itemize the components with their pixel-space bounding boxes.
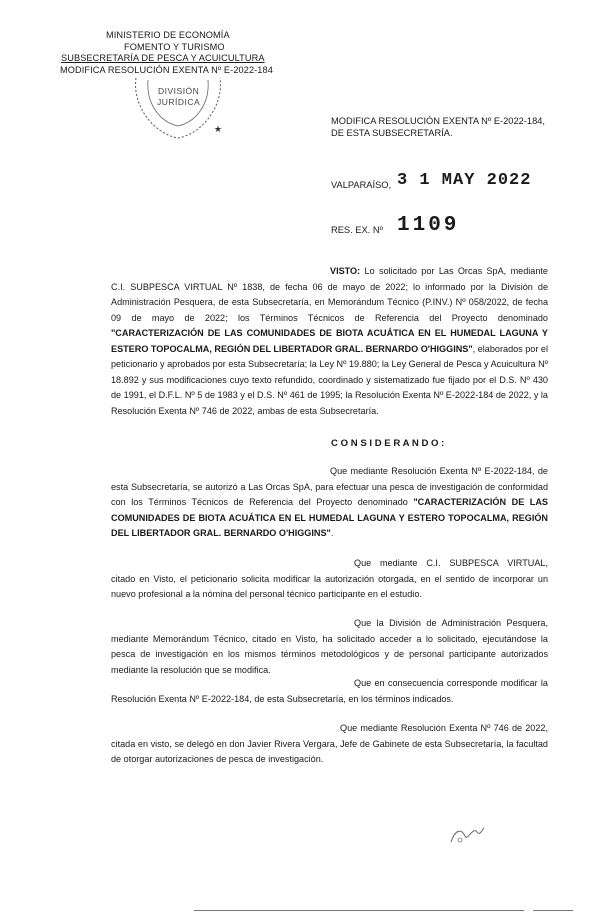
bottom-rule — [194, 910, 524, 911]
seal-text-division: DIVISIÓN — [158, 86, 200, 96]
bottom-rule-short — [533, 910, 573, 911]
considerando-1-project-name: "CARACTERIZACIÓN DE LAS COMUNIDADES DE BIOTA ACUÁTICA EN EL HUMEDAL LAGUNA Y ESTERO TOPOCALMA, REGIÓN DEL LIBERTADOR GRAL. BERNARDO O'HIGGINS" — [111, 497, 548, 538]
resolution-number: 1109 — [397, 214, 460, 237]
considerando-title: C O N S I D E R A N D O : — [331, 438, 445, 449]
resolution-number-label: RES. EX. Nº — [331, 225, 383, 235]
resolution-heading: MODIFICA RESOLUCIÓN EXENTA Nº E-2022-184 — [60, 64, 273, 75]
division-juridica-seal — [130, 72, 226, 142]
date-stamp: 3 1 MAY 2022 — [397, 171, 532, 190]
subject-line-2: DE ESTA SUBSECRETARÍA. — [331, 128, 453, 139]
visto-paragraph — [111, 264, 548, 419]
ministry-subname: FOMENTO Y TURISMO — [124, 41, 225, 52]
subject-block — [331, 115, 545, 140]
considerando-item: Que en consecuencia corresponde modificar la Resolución Exenta Nº E-2022-184, de esta Subsecretaría, en los términos indicados. — [111, 678, 548, 704]
seal-text-juridica: JURÍDICA — [157, 97, 201, 107]
svg-text:★: ★ — [214, 125, 223, 135]
considerando-1-text-end: . — [330, 528, 334, 538]
initials-mark — [447, 822, 487, 848]
visto-project-name: "CARACTERIZACIÓN DE LAS COMUNIDADES DE BIOTA ACUÁTICA EN EL HUMEDAL LAGUNA Y ESTERO TOPOCALMA, REGIÓN DEL LIBERTADOR GRAL. BERNARDO O'HIGGINS" — [111, 328, 548, 354]
considerando-item: Que mediante Resolución Exenta Nº 746 de 2022, citada en visto, se delegó en don Javier Rivera Vergara, Jefe de Gabinete de esta Subsecretaría, la facultad de otorgar autorizaciones de pesca de investigación. — [111, 723, 548, 764]
considerando-1-text-start: Que mediante Resolución Exenta Nº E-2022-184, de esta Subsecretaría, se autorizó a Las Orcas SpA, para efectuar una pesca de investigación de conformidad con los Términos Técnicos de Referencia del Proyecto denominado — [111, 466, 548, 507]
considerando-item: Que mediante C.I. SUBPESCA VIRTUAL, citado en Visto, el peticionario solicita modificar la autorización otorgada, en el sentido de incorporar un nuevo profesional a la nómina del personal técnico participante en el estudio. — [111, 558, 548, 599]
place-label: VALPARAÍSO, — [331, 180, 392, 190]
visto-text-end: , elaborados por el peticionario y aprobados por esta Subsecretaría; la Ley Nº 19.880; la Ley General de Pesca y Acuicultura Nº 18.892 y sus modificaciones cuyo texto refundido, coordinado y sistematizado fue fijado por el D.S. Nº 430 de 1991, el D.F.L. Nº 5 de 1983 y el D.S. Nº 461 de 1995; la Resolución Exenta Nº E-2022-184 de 2022, y la Resolución Exenta Nº 746 de 2022, ambas de esta Subsecretaría. — [111, 343, 549, 416]
subsecretary-name: SUBSECRETARÍA DE PESCA Y ACUICULTURA — [61, 53, 265, 63]
considerando-item — [111, 464, 548, 542]
subject-line-1: MODIFICA RESOLUCIÓN EXENTA Nº E-2022-184, — [331, 116, 546, 126]
visto-text-start: Lo solicitado por Las Orcas SpA, mediante C.I. SUBPESCA VIRTUAL Nº 1838, de fecha 06 de mayo de 2022; lo informado por la División de Administración Pesquera, de esta Subsecretaría, en Memorándum Técnico (P.INV.) Nº 058/2022, de fecha 09 de mayo de 2022; los Términos Técnicos de Referencia del Proyecto denominado — [111, 266, 548, 323]
visto-label: VISTO: — [330, 266, 361, 276]
ministry-header — [60, 30, 273, 76]
considerando-item: Que la División de Administración Pesquera, mediante Memorándum Técnico, citado en Visto, ha solicitado acceder a lo solicitado, ejecutándose la pesca de investigación en los mismos términos metodológicos y de personal participante autorizados mediante la resolución que se modifica. — [111, 618, 548, 675]
ministry-name: MINISTERIO DE ECONOMÍA — [106, 30, 230, 40]
